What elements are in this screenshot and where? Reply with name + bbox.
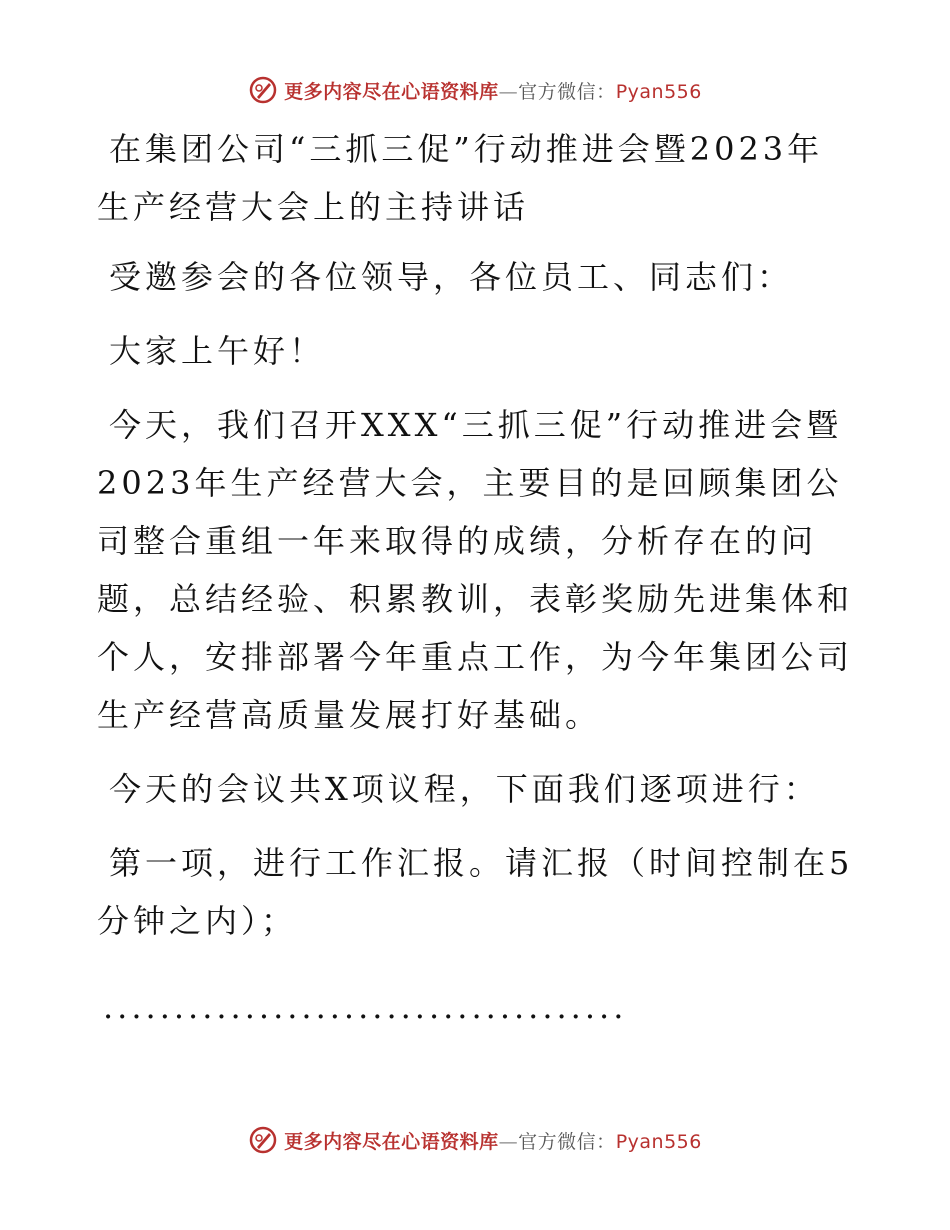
watermark-main-text: 更多内容尽在心语资料库 bbox=[284, 80, 499, 103]
document-paragraph: 大家上午好！ bbox=[109, 332, 326, 370]
watermark-banner-top bbox=[0, 70, 950, 110]
watermark-separator: — bbox=[498, 1130, 519, 1153]
document-body bbox=[97, 120, 857, 1036]
feather-pen-circle-icon bbox=[248, 75, 278, 105]
document-paragraph: 受邀参会的各位领导，各位员工、同志们： bbox=[109, 258, 794, 296]
watermark-wechat-id: Pyan556 bbox=[615, 1130, 702, 1153]
document-paragraph: 今天，我们召开XXX“三抓三促”行动推进会暨2023年生产经营大会，主要目的是回顾集团公司整合重组一年来取得的成绩，分析存在的问题，总结经验、积累教训，表彰奖励先进集体和个人，安排部署今年重点工作，为今年集团公司生产经营高质量发展打好基础。 bbox=[97, 406, 854, 734]
watermark-wechat-id: Pyan556 bbox=[615, 80, 702, 103]
feather-pen-circle-icon bbox=[248, 1125, 278, 1155]
watermark-main-text: 更多内容尽在心语资料库 bbox=[284, 1130, 499, 1153]
document-paragraph: 今天的会议共X项议程，下面我们逐项进行： bbox=[109, 770, 820, 808]
watermark-separator: — bbox=[498, 80, 519, 103]
watermark-tail-text: 官方微信： bbox=[518, 1130, 616, 1153]
ellipsis-line: ..................................... bbox=[103, 988, 628, 1026]
watermark-banner-bottom bbox=[0, 1120, 950, 1160]
document-paragraph: 第一项，进行工作汇报。请汇报（时间控制在5分钟之内）； bbox=[97, 844, 854, 940]
document-title: 在集团公司“三抓三促”行动推进会暨2023年生产经营大会上的主持讲话 bbox=[97, 130, 824, 226]
watermark-tail-text: 官方微信： bbox=[518, 80, 616, 103]
